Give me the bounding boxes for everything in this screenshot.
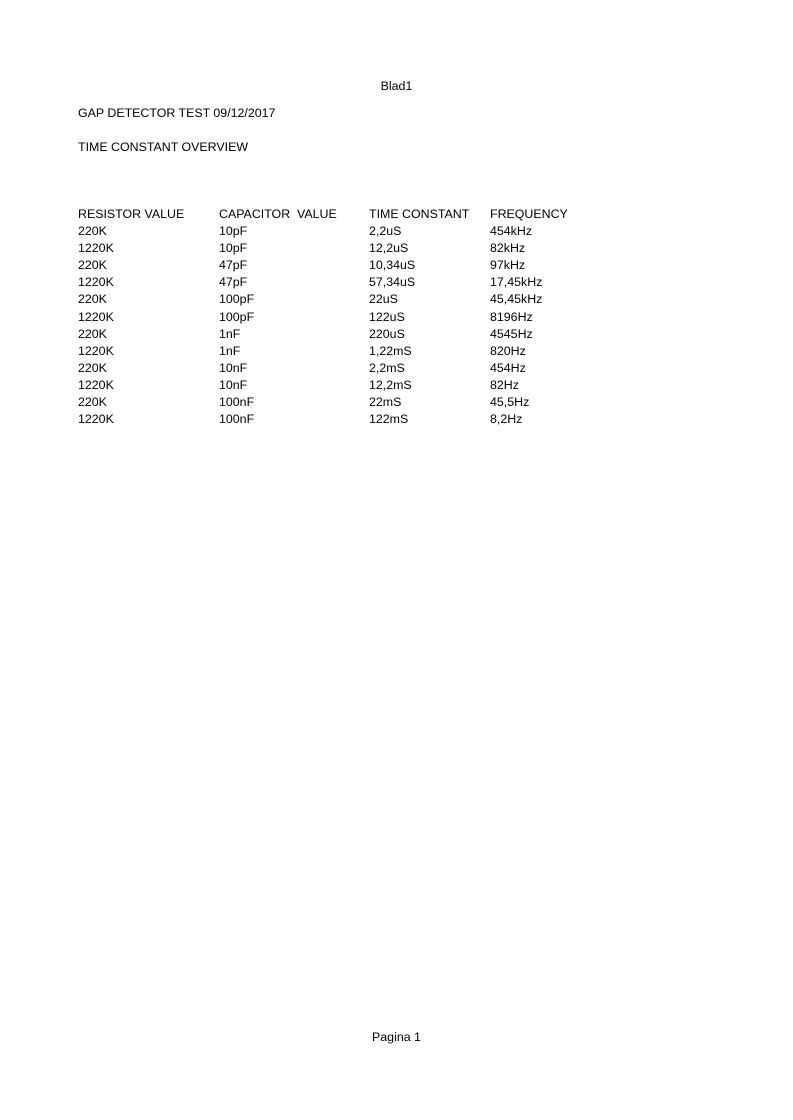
column-header-resistor-value: RESISTOR VALUE: [78, 207, 185, 221]
table-cell: 8,2Hz: [490, 412, 523, 427]
table-cell: 22mS: [369, 395, 402, 410]
column-header-time-constant: TIME CONSTANT: [369, 207, 470, 221]
table-cell: 10pF: [219, 241, 248, 256]
table-row: [78, 394, 600, 411]
table-cell: 22uS: [369, 292, 398, 307]
table-row: [78, 326, 600, 343]
table-cell: 57,34uS: [369, 275, 416, 290]
table-cell: 122uS: [369, 309, 405, 324]
table-cell: 100pF: [219, 309, 255, 324]
table-cell: 1nF: [219, 326, 241, 341]
table-cell: 2,2mS: [369, 360, 405, 375]
table-cell: 10nF: [219, 360, 248, 375]
table-cell: 97kHz: [490, 258, 526, 273]
table-cell: 12,2uS: [369, 241, 409, 256]
table-cell: 1220K: [78, 275, 114, 290]
table-cell: 100pF: [219, 292, 255, 307]
table-cell: 10,34uS: [369, 258, 416, 273]
table-cell: 122mS: [369, 412, 409, 427]
table-cell: 1220K: [78, 241, 114, 256]
table-cell: 47pF: [219, 275, 248, 290]
sheet-title: Blad1: [380, 79, 413, 93]
table-cell: 220K: [78, 395, 107, 410]
table-row: [78, 411, 600, 428]
table-cell: 1220K: [78, 377, 114, 392]
table-row: [78, 274, 600, 291]
table-cell: 10pF: [219, 224, 248, 239]
table-cell: 220K: [78, 326, 107, 341]
table-cell: 220uS: [369, 326, 405, 341]
table-row: [78, 223, 600, 240]
table-cell: 220K: [78, 224, 107, 239]
table-cell: 1,22mS: [369, 343, 412, 358]
table-cell: 454Hz: [490, 360, 526, 375]
document-title: GAP DETECTOR TEST 09/12/2017: [78, 106, 276, 120]
table-cell: 220K: [78, 360, 107, 375]
table-cell: 12,2mS: [369, 377, 412, 392]
table-cell: 220K: [78, 292, 107, 307]
table-row: [78, 291, 600, 308]
table-cell: 100nF: [219, 395, 255, 410]
table-cell: 10nF: [219, 377, 248, 392]
table-cell: 17,45kHz: [490, 275, 543, 290]
table-cell: 1nF: [219, 343, 241, 358]
table-cell: 220K: [78, 258, 107, 273]
table-cell: 820Hz: [490, 343, 526, 358]
table-header-row: [78, 206, 600, 223]
document-subtitle: TIME CONSTANT OVERVIEW: [78, 140, 249, 154]
table-cell: 100nF: [219, 412, 255, 427]
column-header-capacitor-value: CAPACITOR VALUE: [219, 207, 337, 221]
table-cell: 82Hz: [490, 377, 519, 392]
table-row: [78, 360, 600, 377]
table-cell: 45,5Hz: [490, 395, 530, 410]
table-row: [78, 377, 600, 394]
table-row: [78, 343, 600, 360]
table-cell: 1220K: [78, 412, 114, 427]
table-cell: 8196Hz: [490, 309, 533, 324]
table-cell: 1220K: [78, 309, 114, 324]
table-cell: 82kHz: [490, 241, 526, 256]
table-cell: 45,45kHz: [490, 292, 543, 307]
table-cell: 4545Hz: [490, 326, 533, 341]
table-row: [78, 309, 600, 326]
column-header-frequency: FREQUENCY: [490, 207, 568, 221]
table-body: [78, 223, 600, 428]
table-cell: 47pF: [219, 258, 248, 273]
table-cell: 1220K: [78, 343, 114, 358]
time-constant-table: [78, 206, 600, 428]
page-number-footer: Pagina 1: [372, 1030, 421, 1044]
table-row: [78, 240, 600, 257]
table-cell: 2,2uS: [369, 224, 402, 239]
table-row: [78, 257, 600, 274]
table-cell: 454kHz: [490, 224, 533, 239]
